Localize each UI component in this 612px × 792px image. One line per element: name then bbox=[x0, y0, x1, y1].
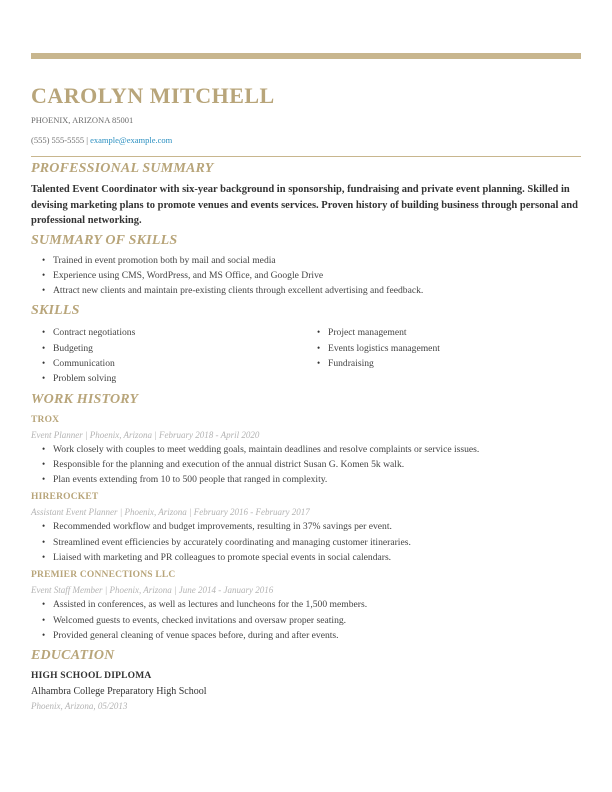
candidate-name: CAROLYN MITCHELL bbox=[31, 83, 275, 108]
professional-summary-section bbox=[31, 159, 581, 229]
list-item: • Liaised with marketing and PR colleagues to promote special events in social calendars. bbox=[31, 550, 581, 565]
list-item: • Streamlined event efficiencies by accurately coordinating and managing customer itineraries. bbox=[31, 535, 581, 550]
list-item: • Welcomed guests to events, checked invitations and oversaw proper seating. bbox=[31, 613, 581, 628]
list-item: • Responsible for the planning and execution of the annual district Susan G. Komen 5k walk. bbox=[31, 457, 581, 472]
list-item: • Recommended workflow and budget improvements, resulting in 37% savings per event. bbox=[31, 519, 581, 534]
section-title: SKILLS bbox=[31, 303, 80, 319]
summary-of-skills-section bbox=[31, 231, 581, 299]
school-name: Alhambra College Preparatory High School bbox=[31, 686, 207, 698]
email-link[interactable]: example@example.com bbox=[90, 135, 173, 145]
skills-grid bbox=[31, 325, 581, 386]
list-item: • Trained in event promotion both by mail and social media bbox=[31, 253, 581, 268]
list-item: • Work closely with couples to meet wedding goals, maintain deadlines and resolve complaints or service issues. bbox=[31, 442, 581, 457]
contact-separator: | bbox=[86, 135, 88, 145]
list-item: • Fundraising bbox=[306, 356, 581, 371]
address: PHOENIX, ARIZONA 85001 bbox=[31, 115, 134, 125]
work-history-section bbox=[31, 390, 581, 644]
list-item: • Assisted in conferences, as well as lectures and luncheons for the 1,500 members. bbox=[31, 597, 581, 612]
job-meta: Assistant Event Planner | Phoenix, Arizona | February 2016 - February 2017 bbox=[31, 507, 310, 518]
list-item: • Communication bbox=[31, 356, 306, 371]
contact-line bbox=[31, 134, 581, 146]
resume-page bbox=[31, 78, 581, 714]
list-item: • Events logistics management bbox=[306, 341, 581, 356]
list-item: • Budgeting bbox=[31, 341, 306, 356]
header-accent-bar bbox=[31, 53, 581, 59]
job-entry bbox=[31, 568, 581, 643]
job-entry bbox=[31, 413, 581, 488]
job-meta: Event Staff Member | Phoenix, Arizona | June 2014 - January 2016 bbox=[31, 585, 274, 596]
employer-name: TROX bbox=[31, 414, 60, 425]
list-item: • Problem solving bbox=[31, 371, 306, 386]
skills-left-column bbox=[31, 325, 306, 386]
section-title: EDUCATION bbox=[31, 648, 115, 664]
section-title: WORK HISTORY bbox=[31, 391, 139, 407]
section-title: SUMMARY OF SKILLS bbox=[31, 232, 178, 248]
education-meta: Phoenix, Arizona, 05/2013 bbox=[31, 701, 128, 712]
list-item: • Plan events extending from 10 to 500 people that ranged in complexity. bbox=[31, 472, 581, 487]
education-section bbox=[31, 646, 581, 714]
summary-text: Talented Event Coordinator with six-year background in sponsorship, fundraising and private event planning. Skilled in devising marketing plans to promote venues and events services. Proven history of building business through personal and professional networking. bbox=[31, 184, 578, 226]
skills-right-column bbox=[306, 325, 581, 386]
header-divider bbox=[31, 156, 581, 157]
employer-name: PREMIER CONNECTIONS LLC bbox=[31, 570, 176, 581]
list-item: • Attract new clients and maintain pre-existing clients through excellent advertising and feedback. bbox=[31, 283, 581, 298]
degree: HIGH SCHOOL DIPLOMA bbox=[31, 671, 152, 682]
employer-name: HIREROCKET bbox=[31, 492, 99, 503]
list-item: • Project management bbox=[306, 325, 581, 340]
list-item: • Provided general cleaning of venue spaces before, during and after events. bbox=[31, 628, 581, 643]
list-item: • Contract negotiations bbox=[31, 325, 306, 340]
job-meta: Event Planner | Phoenix, Arizona | February 2018 - April 2020 bbox=[31, 429, 260, 440]
job-entry bbox=[31, 490, 581, 565]
list-item: • Experience using CMS, WordPress, and MS Office, and Google Drive bbox=[31, 268, 581, 283]
phone: (555) 555-5555 bbox=[31, 135, 85, 145]
skills-section bbox=[31, 301, 581, 386]
section-title: PROFESSIONAL SUMMARY bbox=[31, 161, 214, 176]
